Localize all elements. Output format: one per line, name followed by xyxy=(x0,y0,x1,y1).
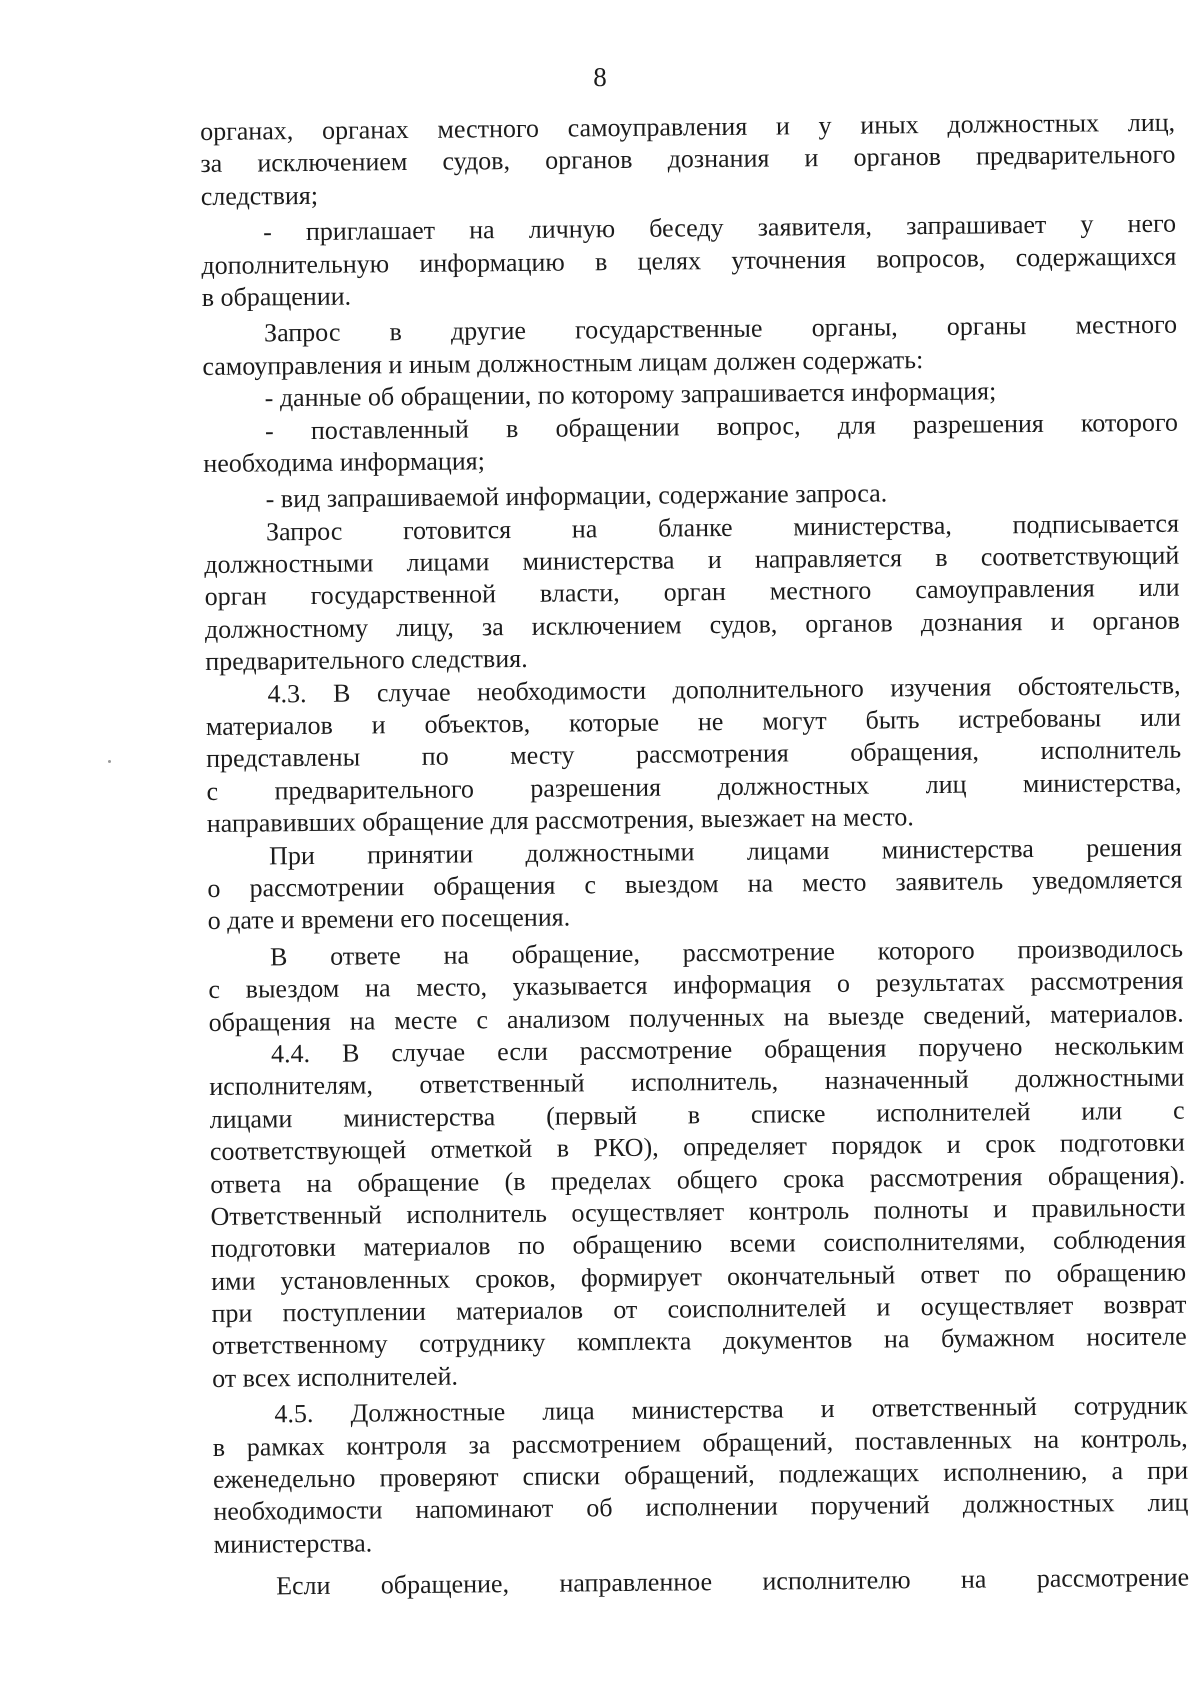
text-line: ответа на обращение (в пределах общего срока рассмотрения обращения). xyxy=(210,1160,1186,1199)
text-line: с предварительного разрешения должностных лиц министерства, xyxy=(206,767,1182,806)
text-line: подготовки материалов по обращению всеми соисполнителями, соблюдения xyxy=(210,1224,1186,1264)
text-line: министерства. xyxy=(213,1528,373,1559)
text-line: соответствующей отметкой в РКО), определяет порядок и срок подготовки xyxy=(209,1127,1186,1167)
text-line: предварительного следствия. xyxy=(205,644,528,677)
text-line: ими установленных сроков, формирует окончательный ответ по обращению xyxy=(211,1257,1187,1296)
text-line: должностными лицами министерства и направляется в соответствующий xyxy=(204,540,1180,580)
text-line: при поступлении материалов от соисполнителей и осуществляет возврат xyxy=(211,1289,1187,1329)
text-line: 4.5. Должностные лица министерства и ответственный сотрудник xyxy=(274,1390,1188,1429)
text-line: органах, органах местного самоуправления и у иных должностных лиц, xyxy=(200,107,1176,146)
scan-speck xyxy=(108,760,111,763)
text-line: 4.3. В случае необходимости дополнительного изучения обстоятельств, xyxy=(267,670,1181,709)
text-line: представлены по месту рассмотрения обращения, исполнитель xyxy=(206,735,1182,774)
text-line: ответственному сотруднику комплекта документов на бумажном носителе xyxy=(211,1322,1187,1361)
text-line: о дате и времени его посещения. xyxy=(207,902,571,936)
text-line: должностному лицу, за исключением судов, органов дознания и органов xyxy=(204,605,1181,644)
text-line: - данные об обращении, по которому запрашивается информация; xyxy=(264,376,997,413)
text-line: дополнительную информацию в целях уточнения вопросов, содержащихся xyxy=(201,241,1177,280)
text-line: - поставленный в обращении вопрос, для разрешения которого xyxy=(264,407,1179,445)
text-line: исполнителям, ответственный исполнитель, назначенный должностными xyxy=(209,1062,1185,1102)
text-line: необходимости напоминают об исполнении поручений должностных лиц xyxy=(213,1487,1189,1527)
text-line: с выездом на место, указывается информация о результатах рассмотрения xyxy=(208,965,1184,1005)
text-line: направивших обращение для рассмотрения, выезжает на место. xyxy=(206,802,914,839)
document-body xyxy=(200,107,1189,1604)
text-line: При принятии должностными лицами министерства решения xyxy=(268,832,1183,870)
text-line: - приглашает на личную беседу заявителя, запрашивает у него xyxy=(262,208,1177,247)
text-line: 4.4. В случае если рассмотрение обращения поручено нескольким xyxy=(270,1030,1185,1069)
text-line: в рамках контроля за рассмотрением обращений, поставленных на контроль, xyxy=(212,1423,1188,1462)
text-line: еженедельно проверяют списки обращений, подлежащих исполнению, а при xyxy=(212,1455,1189,1494)
text-line: - вид запрашиваемой информации, содержание запроса. xyxy=(265,478,888,514)
text-line: материалов и объектов, которые не могут быть истребованы или xyxy=(205,702,1181,742)
text-line: следствия; xyxy=(200,180,319,211)
text-line: Если обращение, направленное исполнителю на рассмотрение xyxy=(275,1562,1190,1601)
text-line: от всех исполнителей. xyxy=(211,1361,459,1393)
text-line: Запрос готовится на бланке министерства, подписывается xyxy=(265,508,1180,547)
text-line: орган государственной власти, орган местного самоуправления или xyxy=(204,573,1180,612)
text-line: лицами министерства (первый в списке исполнителей или с xyxy=(209,1095,1185,1134)
text-line: за исключением судов, органов дознания и органов предварительного xyxy=(200,140,1176,179)
page-number: 8 xyxy=(593,62,607,92)
text-line: обращения на месте с анализом полученных на выезде сведений, материалов. xyxy=(208,998,1184,1037)
text-line: Запрос в другие государственные органы, органы местного xyxy=(263,309,1178,348)
text-line: о рассмотрении обращения с выездом на место заявитель уведомляется xyxy=(207,864,1183,903)
text-line: самоуправления и иным должностным лицам должен содержать: xyxy=(202,344,924,381)
text-line: в обращении. xyxy=(201,281,352,312)
text-line: Ответственный исполнитель осуществляет контроль полноты и правильности xyxy=(210,1192,1186,1231)
text-line: В ответе на обращение, рассмотрение которого производилось xyxy=(269,933,1184,972)
text-line: необходима информация; xyxy=(203,446,485,478)
